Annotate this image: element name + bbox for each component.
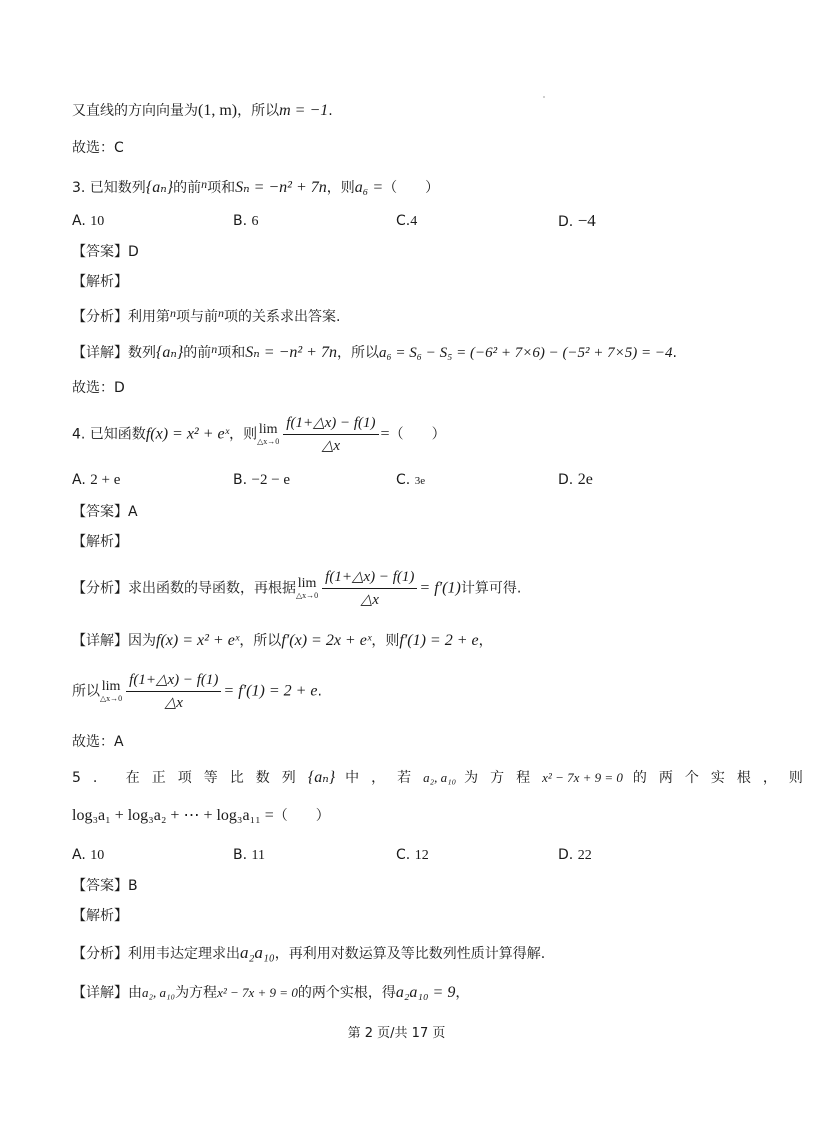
option-value: −4 xyxy=(577,211,596,230)
math-vector: (1, m) xyxy=(198,102,238,119)
option-b xyxy=(233,470,290,490)
text: 的前 xyxy=(183,345,212,361)
question-3-stem xyxy=(72,174,439,198)
fenxi-line xyxy=(72,303,340,327)
math-terms: a₂, a₁₀ xyxy=(423,770,457,785)
analysis-label: 【解析】 xyxy=(72,534,128,550)
math-seq: {aₙ} xyxy=(145,179,174,196)
math-rhs: = f′(1) = 2 + e xyxy=(223,682,318,700)
analysis-label: 【解析】 xyxy=(72,274,128,290)
math-value: f′(1) = 2 + e xyxy=(399,632,479,649)
limit-operator xyxy=(100,680,122,704)
option-key: A. xyxy=(72,213,86,229)
question-5-stem-2 xyxy=(72,806,330,826)
option-key: B. xyxy=(233,472,248,488)
answer-blank: （ ） xyxy=(383,180,440,196)
option-c xyxy=(396,470,425,491)
fraction xyxy=(283,414,378,455)
text: 的前 xyxy=(173,180,202,196)
text: 4. 已知函数 xyxy=(72,426,146,443)
math-func: f(x) = x² + eˣ xyxy=(156,632,240,649)
option-value: 10 xyxy=(90,848,105,863)
option-value: 12 xyxy=(414,848,429,863)
analysis-label: 【解析】 xyxy=(72,908,128,924)
text: . xyxy=(328,103,333,119)
fraction xyxy=(322,568,417,609)
option-value: 22 xyxy=(577,848,592,863)
text: ，所以 xyxy=(336,345,379,361)
option-d xyxy=(558,211,596,232)
text: ，所以 xyxy=(237,103,280,119)
option-value: 6 xyxy=(251,214,259,229)
math-equation: x² − 7x + 9 = 0 xyxy=(542,770,623,785)
fenxi-line xyxy=(72,568,521,609)
text: ，再利用对数运算及等比数列性质计算得解. xyxy=(274,946,546,962)
text: 的两个实根，则 xyxy=(632,770,815,786)
math-result: a₂a₁₀ = 9 xyxy=(395,984,456,1001)
lim-sub: △x→0 xyxy=(296,590,319,600)
option-c xyxy=(396,845,429,866)
math-expression: log₃a₁ + log₃a₂ + ⋯ + log₃a₁₁ = xyxy=(72,807,274,824)
option-value: 2e xyxy=(577,471,593,488)
text: 项和 xyxy=(217,345,246,361)
xiangjie-line xyxy=(72,339,677,363)
math-n: n xyxy=(211,342,218,356)
text: 【分析】求出函数的导函数，再根据 xyxy=(72,580,296,597)
option-b xyxy=(233,845,265,866)
answer-blank: （ ） xyxy=(273,808,330,824)
option-value: 3e xyxy=(414,475,426,487)
text: 又直线的方向向量为 xyxy=(72,103,198,119)
question-4-stem xyxy=(72,414,446,455)
text: ， xyxy=(455,985,470,1001)
text: 中，若 xyxy=(345,770,424,786)
numerator: f(1+△x) − f(1) xyxy=(283,414,378,435)
text: 3. 已知数列 xyxy=(72,180,146,196)
option-key: D. xyxy=(558,214,574,230)
scan-speck xyxy=(543,96,545,98)
math-eq: = xyxy=(380,425,390,443)
text: 【分析】利用韦达定理求出 xyxy=(72,946,240,962)
text: 的两个实根，得 xyxy=(297,985,396,1001)
choice-line: 故选：C xyxy=(72,140,124,156)
text: 【详解】数列 xyxy=(72,345,156,361)
option-a xyxy=(72,845,104,866)
answer-label: 【答案】A xyxy=(72,504,138,520)
lim-text: lim xyxy=(297,575,317,591)
text: ， xyxy=(478,633,493,649)
lim-sub: △x→0 xyxy=(100,693,123,703)
answer-label: 【答案】D xyxy=(72,244,139,260)
denominator: △x xyxy=(360,592,379,608)
option-value: 10 xyxy=(90,214,105,229)
math-result: a₆ = S₆ − S₅ = (−6² + 7×6) − (−5² + 7×5) = −4 xyxy=(378,345,673,361)
option-key: A. xyxy=(72,472,86,488)
text: 项和 xyxy=(207,180,236,196)
denominator: △x xyxy=(321,438,341,454)
text: 【详解】因为 xyxy=(72,633,156,649)
option-value: −2 − e xyxy=(251,472,291,488)
math-n: n xyxy=(201,177,208,191)
direction-vector-line xyxy=(72,101,333,121)
numerator: f(1+△x) − f(1) xyxy=(322,568,417,589)
math-rhs: = f′(1) xyxy=(419,579,461,597)
math-seq: {aₙ} xyxy=(307,769,336,786)
lim-sub: △x→0 xyxy=(257,436,280,446)
option-key: B. xyxy=(233,847,248,863)
text: 【分析】利用第 xyxy=(72,309,170,325)
fenxi-line xyxy=(72,943,545,964)
math-n: n xyxy=(170,306,176,320)
text: ，则 xyxy=(229,426,258,443)
xiangjie-line-1 xyxy=(72,631,493,651)
text: ，则 xyxy=(371,633,400,649)
math-seq: {aₙ} xyxy=(156,344,184,361)
math-formula: Sₙ = −n² + 7n xyxy=(235,179,327,196)
lim-text: lim xyxy=(101,678,121,694)
text: . xyxy=(317,683,322,700)
text: ，则 xyxy=(326,180,355,196)
option-value: 2 + e xyxy=(90,472,121,488)
choice-line: 故选：A xyxy=(72,734,124,750)
option-key: C. xyxy=(396,472,411,488)
option-key: D. xyxy=(558,847,574,863)
text: 为方程 xyxy=(464,770,543,786)
option-key: A. xyxy=(72,847,86,863)
math-eq: m = −1 xyxy=(279,102,329,119)
math-func: f(x) = x² + eˣ xyxy=(145,425,230,443)
text: 为方程 xyxy=(175,985,218,1001)
limit-operator xyxy=(257,423,279,447)
fraction xyxy=(126,671,221,712)
answer-label: 【答案】B xyxy=(72,878,138,894)
choice-line: 故选：D xyxy=(72,380,125,396)
option-d xyxy=(558,470,593,490)
math-terms: a₂, a₁₀ xyxy=(142,985,176,1000)
option-c xyxy=(396,211,417,232)
math-equation: x² − 7x + 9 = 0 xyxy=(217,985,298,1000)
option-key: D. xyxy=(558,472,574,488)
numerator: f(1+△x) − f(1) xyxy=(126,671,221,692)
option-d xyxy=(558,845,592,866)
text: . xyxy=(672,345,677,361)
option-value: 4 xyxy=(410,214,418,229)
denominator: △x xyxy=(164,695,183,711)
text: 【详解】由 xyxy=(72,985,142,1001)
option-b xyxy=(233,211,259,232)
math-formula: Sₙ = −n² + 7n xyxy=(245,344,337,361)
text: 项与前 xyxy=(176,309,218,325)
xiangjie-line xyxy=(72,983,469,1003)
option-a xyxy=(72,470,120,490)
page-footer: 第 2 页/共 17 页 xyxy=(347,1026,446,1041)
option-a xyxy=(72,211,104,232)
math-n: n xyxy=(218,306,224,320)
question-5-stem-1 xyxy=(72,768,815,788)
xiangjie-line-2 xyxy=(72,671,322,712)
option-key: B. xyxy=(233,213,248,229)
limit-operator xyxy=(296,577,318,601)
math-product: a₂a₁₀ xyxy=(240,943,275,962)
math-target: a₆ = xyxy=(354,179,384,196)
text: 项的关系求出答案. xyxy=(224,309,341,325)
text: 5. 在正项等比数列 xyxy=(72,770,308,786)
text: 所以 xyxy=(72,683,100,700)
math-deriv: f′(x) = 2x + eˣ xyxy=(281,632,372,649)
text: 计算可得. xyxy=(460,580,522,597)
answer-blank: （ ） xyxy=(389,426,446,443)
lim-text: lim xyxy=(258,421,278,437)
text: ，所以 xyxy=(239,633,282,649)
option-key: C. xyxy=(396,847,411,863)
option-value: 11 xyxy=(251,848,265,863)
option-key: C. xyxy=(396,213,411,229)
